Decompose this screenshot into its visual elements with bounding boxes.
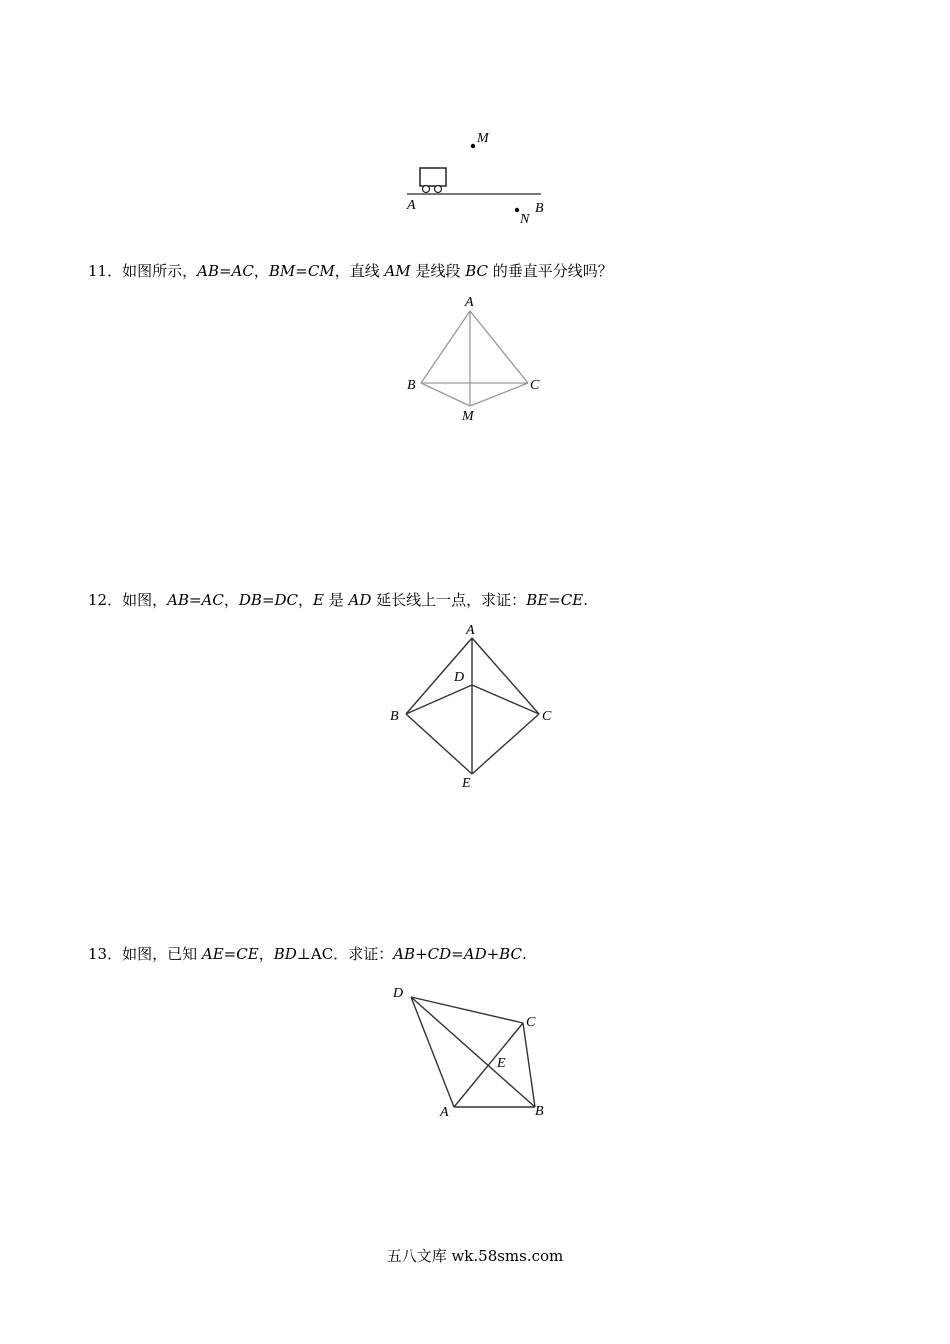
text-segment: ， (223, 591, 239, 609)
cart-wheel-right (435, 186, 442, 193)
problem-12-text (88, 590, 588, 610)
math-segment: CD (427, 945, 452, 963)
text-segment: + (486, 945, 500, 963)
math-segment: BE (526, 591, 549, 609)
label-a: A (407, 198, 416, 213)
label-c: C (542, 709, 552, 724)
label-a: A (466, 623, 475, 638)
text-segment: = (188, 591, 202, 609)
label-c: C (530, 378, 540, 393)
label-b: B (407, 378, 416, 393)
text-segment: ， (298, 591, 314, 609)
segment-db (411, 997, 535, 1107)
math-segment: BM (268, 262, 296, 280)
text-segment: 延长线上一点，求证： (371, 591, 527, 609)
math-segment: AC (201, 591, 224, 609)
label-d: D (454, 670, 465, 685)
text-segment: = (261, 591, 275, 609)
segment-ab (421, 311, 470, 383)
math-segment: AM (384, 262, 411, 280)
page-footer: 五八文库 wk.58sms.com (386, 1247, 564, 1265)
math-segment: CE (560, 591, 584, 609)
segment-ac (454, 1023, 523, 1107)
segment-da (411, 997, 454, 1107)
math-segment: BD (273, 945, 297, 963)
text-segment: = (218, 262, 232, 280)
math-segment: E (313, 591, 324, 609)
math-segment: AB (393, 945, 416, 963)
figure-cart-road (395, 120, 565, 230)
text-segment: ， (253, 262, 269, 280)
figure-11 (395, 290, 555, 425)
figure-13 (385, 978, 560, 1128)
math-segment: DC (274, 591, 299, 609)
text-segment: = (548, 591, 561, 609)
text-segment: + (415, 945, 428, 963)
math-segment: DB (238, 591, 262, 609)
label-d: D (393, 986, 404, 1001)
math-segment: AC (310, 945, 334, 963)
text-segment: 如图， (122, 591, 168, 609)
label-m: M (462, 409, 474, 424)
text-segment: 如图所示， (122, 262, 198, 280)
math-segment: BC (465, 262, 488, 280)
math-segment: AD (348, 591, 372, 609)
text-segment: ，直线 (334, 262, 385, 280)
text-segment: ．求证： (333, 945, 394, 963)
text-segment: = (223, 945, 237, 963)
text-segment: ⊥ (296, 945, 311, 963)
text-segment: 如图，已知 (122, 945, 202, 963)
math-segment: AC (231, 262, 254, 280)
text-segment: ， (258, 945, 274, 963)
label-n: N (520, 212, 530, 227)
segment-ce (472, 714, 539, 774)
label-e: E (462, 776, 471, 791)
problem-13-text (88, 944, 527, 964)
text-segment: = (451, 945, 464, 963)
label-b: B (535, 201, 544, 216)
text-segment: 是 (324, 591, 349, 609)
label-b: B (535, 1104, 544, 1119)
math-segment: AE (201, 945, 224, 963)
label-e: E (497, 1056, 506, 1071)
figure-12 (385, 618, 565, 798)
cart-wheel-left (423, 186, 430, 193)
segment-be (406, 714, 472, 774)
cart-body (420, 168, 446, 186)
label-b: B (390, 709, 399, 724)
label-m: M (477, 131, 489, 146)
text-segment: = (295, 262, 308, 280)
point-n (515, 208, 519, 212)
segment-db (406, 685, 472, 714)
math-segment: AD (463, 945, 487, 963)
math-segment: CE (236, 945, 259, 963)
segment-bm (421, 383, 470, 406)
problem-number: 12． (88, 591, 123, 609)
segment-ac (472, 638, 539, 714)
problem-number: 11． (88, 262, 123, 280)
segment-dc (472, 685, 539, 714)
point-m (471, 144, 475, 148)
problem-number: 13． (88, 945, 123, 963)
math-segment: AB (167, 591, 189, 609)
text-segment: . (583, 591, 588, 609)
math-segment: AB (197, 262, 219, 280)
segment-dc (411, 997, 523, 1023)
problem-11-text (88, 261, 613, 281)
segment-cm (470, 383, 528, 406)
text-segment: 的垂直平分线吗？ (488, 262, 613, 280)
math-segment: CM (307, 262, 335, 280)
label-c: C (526, 1015, 536, 1030)
text-segment: . (521, 945, 527, 963)
label-a: A (465, 295, 474, 310)
text-segment: 是线段 (410, 262, 466, 280)
segment-cb (523, 1023, 535, 1107)
segment-ac (470, 311, 528, 383)
math-segment: BC (499, 945, 522, 963)
label-a: A (440, 1105, 449, 1120)
